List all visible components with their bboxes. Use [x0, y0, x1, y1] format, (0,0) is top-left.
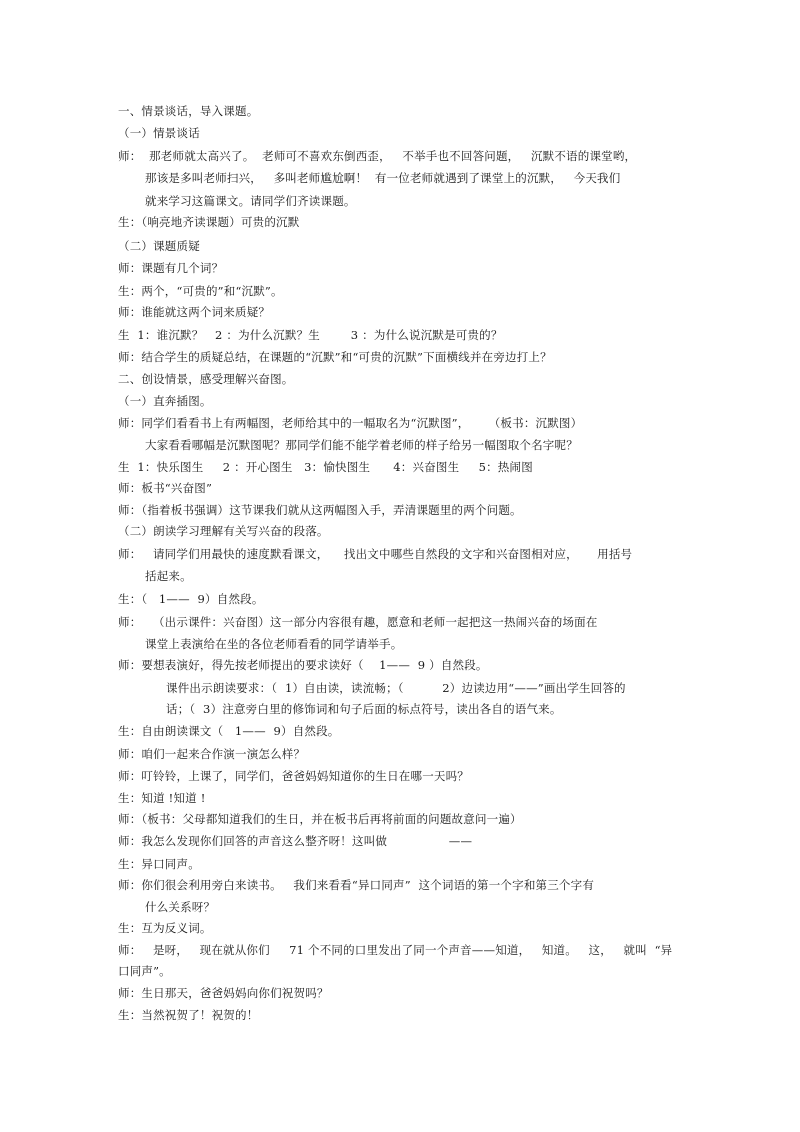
- document-line: 生：异口同声。: [118, 857, 200, 871]
- document-line: 生：互为反义词。: [118, 921, 212, 935]
- document-line: 生：（响亮地齐读课题）可贵的沉默: [118, 215, 300, 229]
- document-line: 师：课题有几个词？: [118, 261, 224, 275]
- document-line: 师：（板书：父母都知道我们的生日，并在板书后再将前面的问题故意问一遍）: [118, 812, 522, 826]
- document-line: 师：咱们一起来合作演一演怎么样？: [118, 747, 306, 761]
- document-line: 什么关系呀？: [145, 900, 216, 914]
- document-line: （二）课题质疑: [118, 239, 200, 253]
- document-line: 师：叮铃铃，上课了，同学们，爸爸妈妈知道你的生日在哪一天吗？: [118, 769, 469, 783]
- document-line: 师： 那老师就太高兴了。 老师可不喜欢东倒西歪， 不举手也不回答问题， 沉默不语的课堂哟，: [118, 149, 637, 163]
- document-line: 师：谁能就这两个词来质疑？: [118, 305, 271, 319]
- document-line: 生 1：快乐图生 2 ：开心图生 3：愉快图生 4：兴奋图生 5：热闹图: [118, 460, 533, 474]
- document-line: 师：结合学生的质疑总结，在课题的“沉默”和“可贵的沉默”下面横线并在旁边打上？: [118, 350, 552, 364]
- document-line: （二）朗读学习理解有关写兴奋的段落。: [118, 524, 329, 538]
- document-line: 师： （出示课件：兴奋图）这一部分内容很有趣，愿意和老师一起把这一热闹兴奋的场面在: [118, 615, 598, 629]
- document-line: 生：两个，“可贵的”和“沉默”。: [118, 284, 283, 298]
- document-line: 就来学习这篇课文。请同学们齐读课题。: [145, 194, 356, 208]
- document-line: 师：要想表演好，得先按老师提出的要求读好（ 1—— 9 ）自然段。: [118, 658, 488, 672]
- document-line: 生：知道 !知道 !: [118, 791, 206, 805]
- document-line: 一、情景谈话，导入课题。: [118, 104, 259, 118]
- document-line: 生：当然祝贺了！祝贺的！: [118, 1008, 259, 1022]
- document-line: 那该是多叫老师扫兴， 多叫老师尴尬啊！ 有一位老师就遇到了课堂上的沉默， 今天我们: [145, 171, 621, 185]
- document-line: 大家看看哪幅是沉默图呢？那同学们能不能学着老师的样子给另一幅图取个名字呢？: [145, 438, 578, 452]
- document-line: 生：自由朗读课文（ 1—— 9）自然段。: [118, 724, 340, 738]
- document-line: 课堂上表演给在坐的各位老师看看的同学请举手。: [145, 637, 403, 651]
- document-line: 师： 是呀， 现在就从你们 71 个不同的口里发出了同一个声音——知道， 知道。 这， 就叫 “异: [118, 943, 673, 957]
- document-line: 括起来。: [145, 569, 192, 583]
- document-line: 二、创设情景，感受理解兴奋图。: [118, 372, 294, 386]
- document-line: 课件出示朗读要求：（ 1）自由读，读流畅；（ 2）边读边用“——”画出学生回答的: [166, 681, 626, 695]
- document-line: 话；（ 3）注意旁白里的修饰词和句子后面的标点符号，读出各自的语气来。: [166, 702, 562, 716]
- document-line: 师：同学们看看书上有两幅图，老师给其中的一幅取名为“沉默图”， （板书：沉默图）: [118, 416, 583, 430]
- document-line: 口同声”。: [118, 964, 171, 978]
- document-line: 师：我怎么发现你们回答的声音这么整齐呀！这叫做 ——: [118, 834, 473, 848]
- document-line: 师：板书“兴奋图”: [118, 481, 213, 495]
- document-line: 师：生日那天，爸爸妈妈向你们祝贺吗？: [118, 986, 329, 1000]
- document-line: （一）直奔插图。: [118, 394, 212, 408]
- document-line: 生：（ 1—— 9）自然段。: [118, 592, 264, 606]
- document-line: （一）情景谈话: [118, 126, 200, 140]
- document-line: 师：你们很会利用旁白来读书。 我们来看看“异口同声” 这个词语的第一个字和第三个字有: [118, 878, 595, 892]
- document-line: 师：（指着板书强调）这节课我们就从这两幅图入手，弄清课题里的两个问题。: [118, 503, 522, 517]
- document-line: 生 1：谁沉默？ 2 ：为什么沉默？生 3 ：为什么说沉默是可贵的？: [118, 328, 503, 342]
- document-line: 师： 请同学们用最快的速度默看课文， 找出文中哪些自然段的文字和兴奋图相对应， 用括号: [118, 547, 633, 561]
